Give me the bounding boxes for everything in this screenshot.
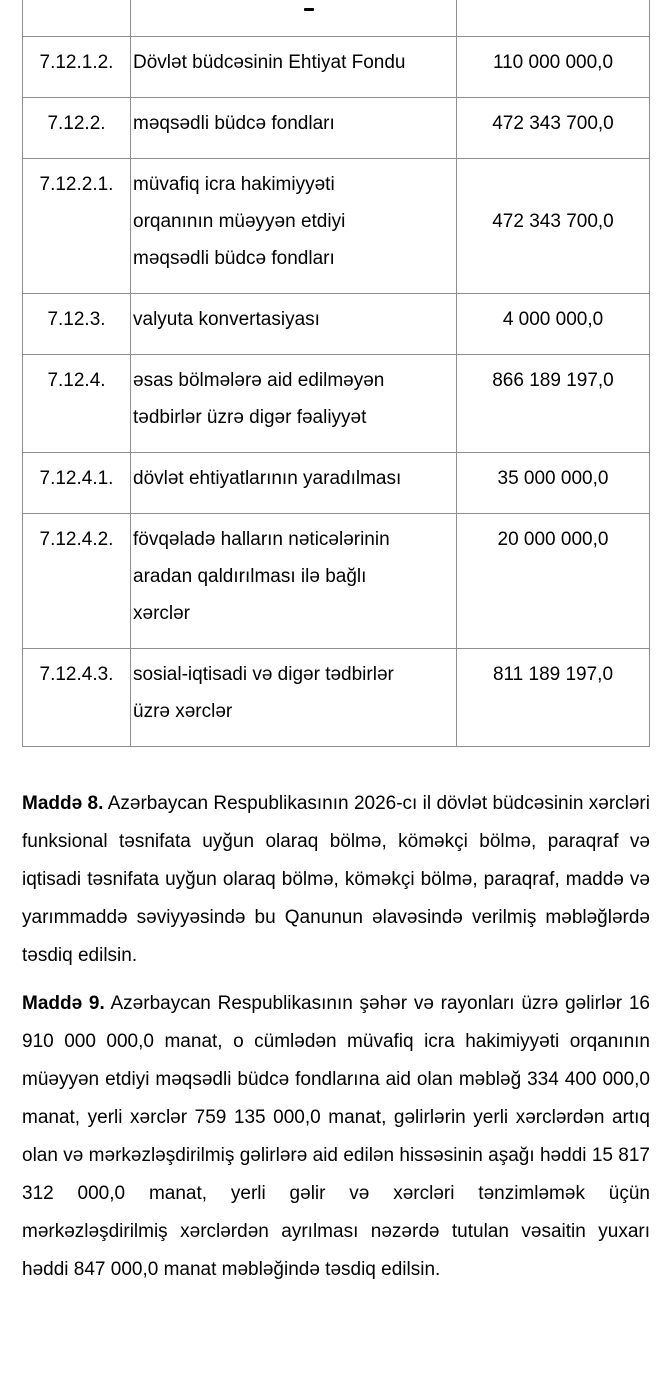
- row-code: 7.12.4.1.: [23, 453, 131, 514]
- row-name: məqsədli büdcə fondları: [131, 98, 457, 159]
- article-9-text: Azərbaycan Respublikasının şəhər və rayonları üzrə gəlirlər 16 910 000 000,0 manat, o cümlədən müvafiq icra hakimiyyəti orqanının müəyyən etdiyi məqsədli büdcə fondlarına aid olan məbləğ 334 400 000,0 manat, yerli xərclər 759 135 000,0 manat, gəlirlərin yerli xərclərdən artıq olan və mərkəzləşdirilmiş gəlirlərə aid edilən hissəsinin aşağı həddi 15 817 312 000,0 manat, yerli gəlir və xərcləri tənzimləmək üçün mərkəzləşdirilmiş xərclərdən ayrılması nəzərdə tutulan vəsaitin yuxarı həddi 847 000,0 manat məbləğində təsdiq edilsin.: [22, 993, 650, 1280]
- row-code: 7.12.4.3.: [23, 649, 131, 747]
- row-name: valyuta konvertasiyası: [131, 294, 457, 355]
- row-code: 7.12.2.1.: [23, 159, 131, 294]
- row-code: 7.12.4.: [23, 355, 131, 453]
- table-row: [23, 98, 650, 159]
- budget-table-body: [23, 0, 650, 747]
- table-row: [23, 355, 650, 453]
- truncated-text-remnant: [304, 8, 314, 11]
- row-amount: 472 343 700,0: [457, 98, 650, 159]
- table-row: [23, 294, 650, 355]
- table-row: [23, 514, 650, 649]
- row-code: 7.12.1.2.: [23, 37, 131, 98]
- truncated-table-row: [23, 0, 650, 37]
- row-name: fövqəladə halların nəticələrinin aradan qaldırılması ilə bağlı xərclər: [131, 514, 457, 649]
- row-code: 7.12.4.2.: [23, 514, 131, 649]
- paragraph-madde-9: [22, 985, 650, 1289]
- truncated-row-name: [131, 0, 457, 37]
- row-name: Dövlət büdcəsinin Ehtiyat Fondu: [131, 37, 457, 98]
- table-row: [23, 453, 650, 514]
- paragraph-madde-8: [22, 785, 650, 975]
- table-row: [23, 37, 650, 98]
- row-amount: 20 000 000,0: [457, 514, 650, 649]
- row-code: 7.12.2.: [23, 98, 131, 159]
- row-amount: 4 000 000,0: [457, 294, 650, 355]
- row-amount: 472 343 700,0: [457, 159, 650, 294]
- truncated-row-code: [23, 0, 131, 37]
- row-amount: 35 000 000,0: [457, 453, 650, 514]
- row-amount: 866 189 197,0: [457, 355, 650, 453]
- article-9-lead: Maddə 9.: [22, 993, 105, 1014]
- table-row: [23, 159, 650, 294]
- budget-table: [22, 0, 650, 747]
- row-name: dövlət ehtiyatlarının yaradılması: [131, 453, 457, 514]
- row-code: 7.12.3.: [23, 294, 131, 355]
- row-name: sosial-iqtisadi və digər tədbirlər üzrə xərclər: [131, 649, 457, 747]
- truncated-row-amount: [457, 0, 650, 37]
- table-row: [23, 649, 650, 747]
- row-amount: 811 189 197,0: [457, 649, 650, 747]
- row-amount: 110 000 000,0: [457, 37, 650, 98]
- article-8-text: Azərbaycan Respublikasının 2026-cı il dövlət büdcəsinin xərcləri funksional təsnifata uyğun olaraq bölmə, köməkçi bölmə, paraqraf və iqtisadi təsnifata uyğun olaraq bölmə, köməkçi bölmə, paraqraf, maddə və yarımmaddə səviyyəsində bu Qanunun əlavəsində verilmiş məbləğlərdə təsdiq edilsin.: [22, 793, 650, 966]
- row-name: əsas bölmələrə aid edilməyən tədbirlər üzrə digər fəaliyyət: [131, 355, 457, 453]
- row-name: müvafiq icra hakimiyyəti orqanının müəyyən etdiyi məqsədli büdcə fondları: [131, 159, 457, 294]
- article-8-lead: Maddə 8.: [22, 793, 104, 814]
